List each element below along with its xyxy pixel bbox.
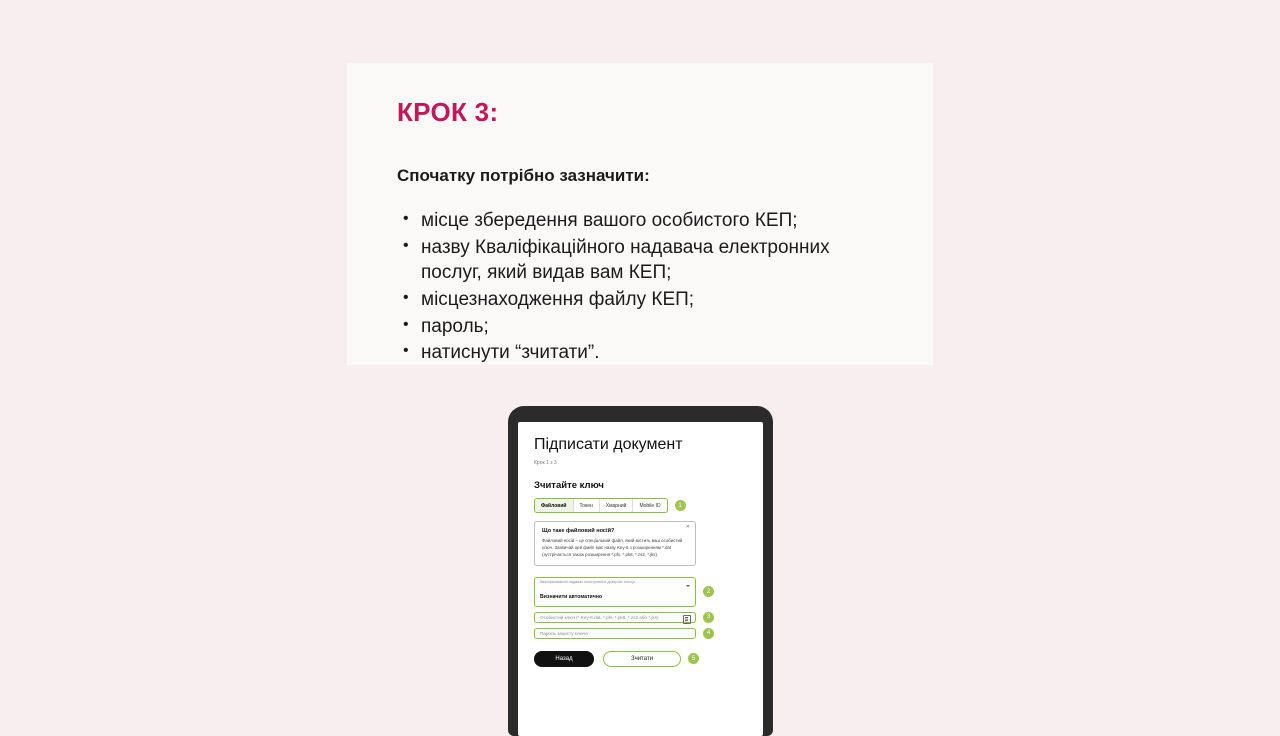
document-step-indicator: Крок 1 з 3 bbox=[534, 460, 557, 467]
info-box bbox=[534, 521, 696, 565]
requirements-list bbox=[397, 208, 889, 366]
tab-token[interactable]: Токен bbox=[574, 499, 600, 512]
list-item: • назву Кваліфікаційного надавача електронних послуг, який видав вам КЕП; bbox=[397, 235, 889, 286]
key-source-tabs bbox=[534, 498, 747, 513]
file-icon[interactable] bbox=[683, 615, 691, 624]
step-badge-2: 2 bbox=[703, 586, 714, 597]
password-placeholder: Пароль захисту ключа bbox=[540, 630, 588, 636]
step-badge-4: 4 bbox=[703, 628, 714, 639]
action-button-row bbox=[534, 651, 747, 667]
tab-file[interactable]: Файловий bbox=[535, 499, 574, 512]
provider-select[interactable] bbox=[534, 577, 696, 607]
close-icon[interactable]: ✕ bbox=[685, 524, 690, 531]
read-key-heading: Зчитайте ключ bbox=[534, 480, 604, 492]
tab-cloud[interactable]: Хмарний bbox=[600, 499, 634, 512]
step-badge-1: 1 bbox=[675, 500, 686, 511]
password-field-row bbox=[534, 628, 747, 639]
back-button[interactable]: Назад bbox=[534, 651, 594, 667]
provider-select-label: Кваліфікований надавач електронних довірчих послуг bbox=[540, 579, 636, 584]
key-file-input[interactable] bbox=[534, 612, 696, 623]
intro-text: Спочатку потрібно зазначити: bbox=[397, 166, 650, 185]
list-item: • місцезнаходження файлу КЕП; bbox=[397, 287, 889, 313]
key-file-field-row bbox=[534, 612, 747, 623]
chevron-down-icon bbox=[686, 585, 690, 587]
list-item: • місце збередення вашого особистого КЕП; bbox=[397, 208, 889, 234]
instruction-card bbox=[347, 63, 933, 365]
list-item: • натиснути “зчитати”. bbox=[397, 340, 889, 366]
tablet-device-frame bbox=[508, 406, 773, 736]
tablet-screen bbox=[518, 422, 763, 736]
page-title: КРОК 3: bbox=[397, 97, 499, 127]
tab-mobile-id[interactable]: Mobile ID bbox=[639, 502, 661, 509]
step-badge-5: 5 bbox=[688, 653, 699, 664]
list-item: • пароль; bbox=[397, 314, 889, 340]
step-badge-3: 3 bbox=[703, 612, 714, 623]
info-box-title: Що таке файловий носій? bbox=[542, 528, 615, 535]
document-title: Підписати документ bbox=[534, 436, 683, 453]
provider-select-value: Визначити автоматично bbox=[540, 593, 603, 600]
provider-field-row bbox=[534, 577, 747, 607]
key-file-placeholder: Особистий ключ (*.Key-6.dat, *.pfx, *.pk8, *.zs2 або *.jks) bbox=[540, 614, 659, 620]
read-key-button[interactable]: Зчитати bbox=[603, 651, 681, 667]
info-box-text: Файловий носій – це спеціальний файл, який містить ваш особистий ключ. Зазвичай цей файл має назву Key-6 з розширенням *.dat (зустрічається також розширення *.pfx, *.pk8, *.zs2, *.jks). bbox=[542, 538, 683, 558]
password-input[interactable] bbox=[534, 628, 696, 639]
